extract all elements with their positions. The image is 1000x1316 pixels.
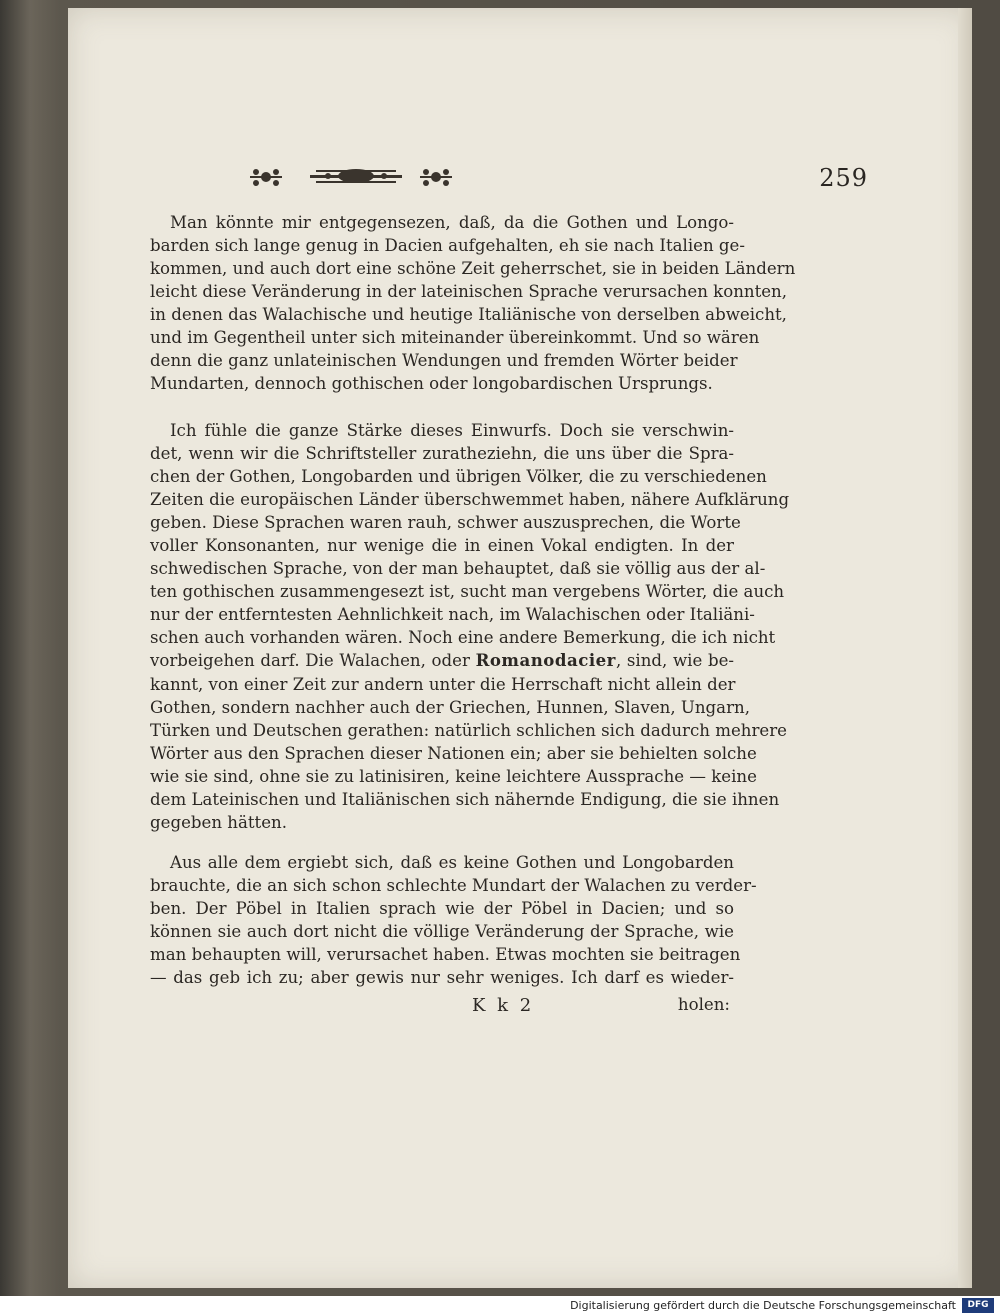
text-line: Mundarten, dennoch gothischen oder longobardischen Ursprungs. (150, 374, 713, 394)
paragraph-2 (150, 419, 790, 834)
page-footer (472, 995, 734, 1021)
text-line: in denen das Walachische und heutige Italiänische von derselben abweicht, (150, 305, 787, 325)
signature-mark: K k 2 (472, 995, 535, 1016)
text-line: dem Lateinischen und Italiänischen sich nähernde Endigung, die sie ihnen (150, 789, 780, 809)
fleuron-center-icon (306, 162, 406, 192)
text-line: Gothen, sondern nachher auch der Griechen, Hunnen, Slaven, Ungarn, (150, 697, 750, 717)
text-line: denn die ganz unlateinischen Wendungen und fremden Wörter beider (150, 351, 738, 371)
paragraph-3 (150, 851, 757, 989)
text-line: man behaupten will, verursachet haben. Etwas mochten sie beitragen (150, 945, 741, 965)
text-line: Aus alle dem ergiebt sich, daß es keine Gothen und Longobarden (170, 853, 734, 872)
text-line: ben. Der Pöbel in Italien sprach wie der Pöbel in Dacien; und so (150, 899, 734, 919)
text-line: Man könnte mir entgegensezen, daß, da die Gothen und Longo- (170, 213, 734, 232)
dfg-logo-icon: DFG (962, 1298, 994, 1313)
text-line: schwedischen Sprache, von der man behauptet, daß sie völlig aus der al- (150, 559, 766, 579)
emphasized-term: Romanodacier (475, 650, 616, 671)
text-line: leicht diese Veränderung in der lateinischen Sprache verursachen konnten, (150, 282, 788, 302)
text-line-with-emphasis (150, 649, 734, 672)
text-line: schen auch vorhanden wären. Noch eine andere Bemerkung, die ich nicht (150, 628, 776, 648)
text-line: kannt, von einer Zeit zur andern unter die Herrschaft nicht allein der (150, 674, 736, 694)
text-line: nur der entferntesten Aehnlichkeit nach, im Walachischen oder Italiäni- (150, 605, 755, 625)
text-line: brauchte, die an sich schon schlechte Mundart der Walachen zu verder- (150, 876, 757, 896)
text-line: Türken und Deutschen gerathen: natürlich schlichen sich dadurch mehrere (150, 720, 787, 740)
text-line: — das geb ich zu; aber gewis nur sehr weniges. Ich darf es wieder- (150, 968, 734, 988)
text-segment: , sind, wie be- (615, 651, 734, 671)
text-line: gegeben hätten. (150, 812, 287, 832)
page-header-ornaments (240, 162, 800, 202)
fleuron-left-icon (248, 162, 284, 192)
text-line: geben. Diese Sprachen waren rauh, schwer auszusprechen, die Worte (150, 513, 741, 533)
text-line: Zeiten die europäischen Länder überschwemmet haben, nähere Aufklärung (150, 490, 790, 510)
text-line: und im Gegentheil unter sich miteinander übereinkommt. Und so wären (150, 328, 760, 348)
page-edge (958, 8, 972, 1288)
text-line: det, wenn wir die Schriftsteller zuratheziehn, die uns über die Spra- (150, 444, 734, 464)
text-segment: vorbeigehen darf. Die Walachen, oder (150, 651, 470, 671)
text-line: Ich fühle die ganze Stärke dieses Einwurfs. Doch sie verschwin- (170, 421, 734, 440)
text-line: barden sich lange genug in Dacien aufgehalten, eh sie nach Italien ge- (150, 236, 745, 256)
text-line: können sie auch dort nicht die völlige Veränderung der Sprache, wie (150, 922, 734, 942)
page-number: 259 (819, 164, 868, 192)
text-line: ten gothischen zusammengesezt ist, sucht man vergebens Wörter, die auch (150, 582, 785, 602)
text-line: kommen, und auch dort eine schöne Zeit geherrschet, sie in beiden Ländern (150, 259, 796, 279)
paragraph-1 (150, 211, 796, 395)
text-line: chen der Gothen, Longobarden und übrigen Völker, die zu verschiedenen (150, 467, 767, 487)
catchword: holen: (677, 995, 730, 1014)
funding-credit: Digitalisierung gefördert durch die Deutsche Forschungsgemeinschaft (570, 1299, 956, 1312)
text-line: Wörter aus den Sprachen dieser Nationen ein; aber sie behielten solche (150, 743, 757, 763)
text-line: wie sie sind, ohne sie zu latinisiren, keine leichtere Aussprache — keine (150, 766, 757, 786)
text-line: voller Konsonanten, nur wenige die in einen Vokal endigten. In der (150, 536, 734, 556)
fleuron-right-icon (418, 162, 454, 192)
